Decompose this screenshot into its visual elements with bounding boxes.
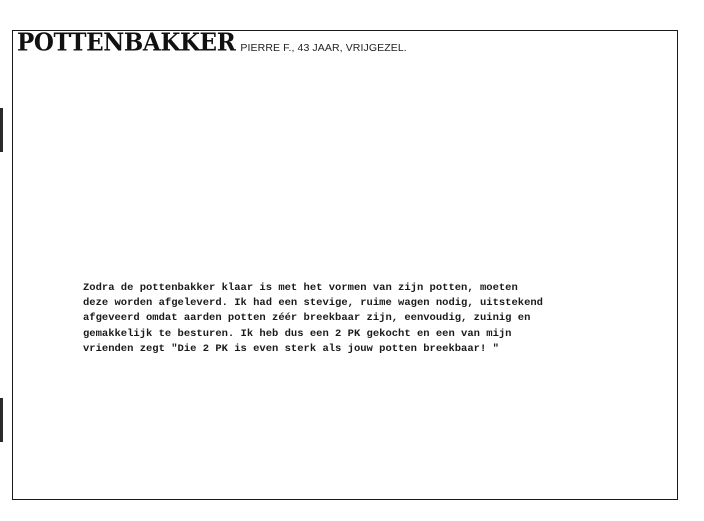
page-border	[12, 30, 678, 500]
page-heading	[17, 30, 407, 57]
body-line: vrienden zegt "Die 2 PK is even sterk als jouw potten breekbaar! "	[83, 342, 499, 355]
page-title: POTTENBAKKER	[17, 28, 236, 57]
body-line: afgeveerd omdat aarden potten zéér breekbaar zijn, eenvoudig, zuinig en	[83, 312, 531, 325]
body-line: gemakkelijk te besturen. Ik heb dus een 2 PK gekocht en een van mijn	[83, 327, 512, 340]
page-subtitle: PIERRE F., 43 JAAR, VRIJGEZEL.	[240, 42, 407, 54]
scan-edge-mark	[0, 108, 3, 152]
scan-edge-mark	[0, 398, 3, 442]
body-paragraph	[83, 281, 603, 357]
body-line: deze worden afgeleverd. Ik had een stevige, ruime wagen nodig, uitstekend	[83, 297, 543, 310]
body-line: Zodra de pottenbakker klaar is met het vormen van zijn potten, moeten	[83, 282, 518, 294]
